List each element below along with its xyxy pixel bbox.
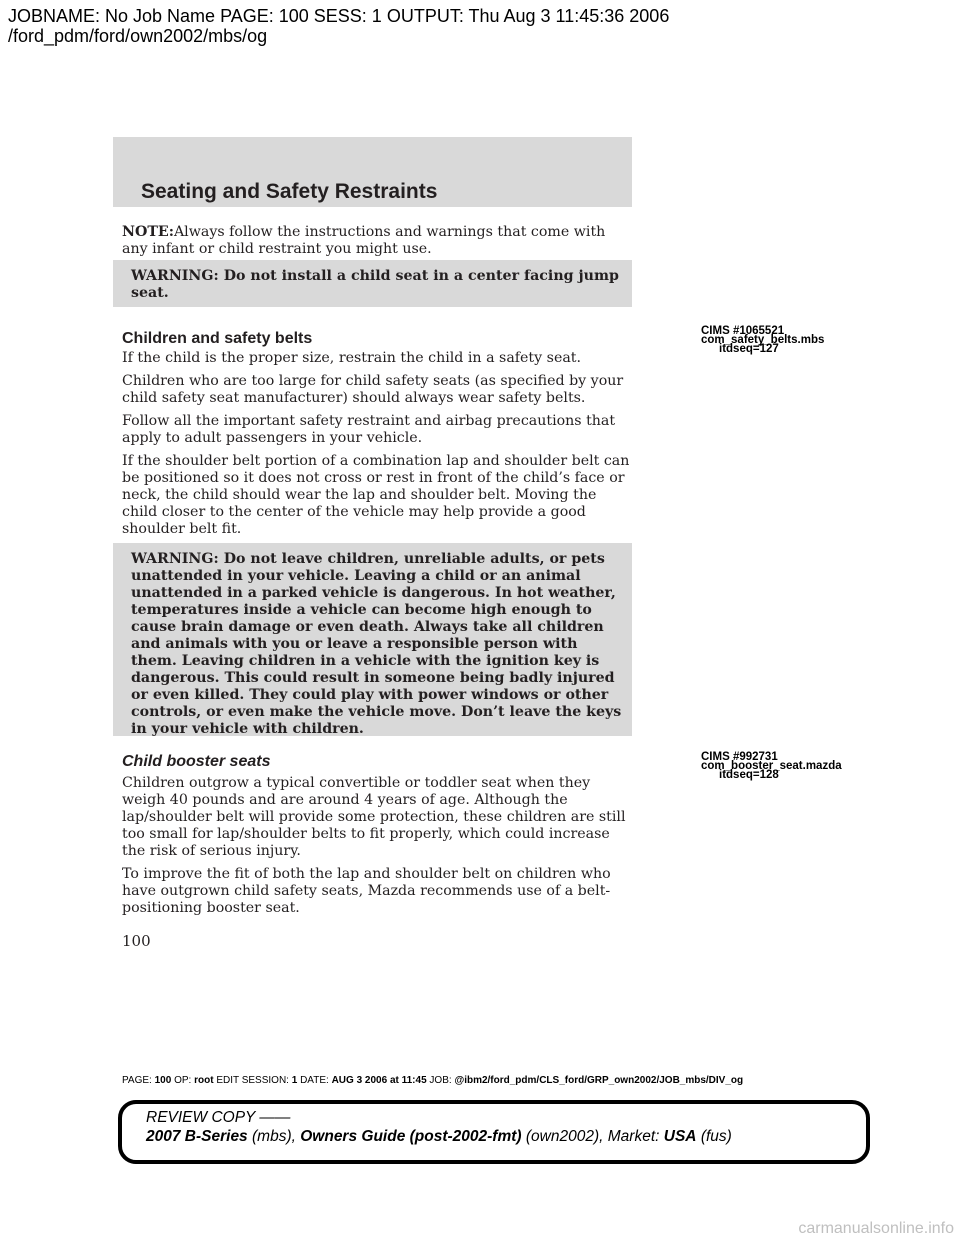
footer-session-label: EDIT SESSION: [216,1075,289,1086]
note-label: NOTE: [122,224,174,240]
review-copy-text [146,1108,732,1146]
footer-date-label: DATE: [300,1075,329,1086]
cims-tag-1 [701,327,824,354]
cims-1-line2: com_safety_belts.mbs [701,334,825,346]
children-belts-p4: If the shoulder belt portion of a combination lap and shoulder belt can be positioned so it does not cross or rest in front of the child’s face or neck, the child should wear the lap and shoulder belt. Moving the child closer to the center of the vehicle may help provide a good shoulder belt fit. [122,453,630,537]
job-header-line1: JOBNAME: No Job Name PAGE: 100 SESS: 1 OUTPUT: Thu Aug 3 11:45:36 2006 [8,6,670,26]
section-title: Seating and Safety Restraints [141,180,438,203]
footer-date-value: AUG 3 2006 at 11:45 [331,1075,427,1086]
note-text: Always follow the instructions and warnings that come with any infant or child restraint you might use. [122,224,606,257]
children-belts-p2: Children who are too large for child safety seats (as specified by your child safety seat manufacturer) should always wear safety belts. [122,373,624,406]
review-guide-code: (own2002) [525,1128,600,1145]
warning-jump-seat: WARNING: Do not install a child seat in a center facing jump seat. [113,260,632,307]
review-model-code: (mbs) [252,1128,292,1145]
note-paragraph [122,224,634,258]
review-line1: REVIEW COPY —— [146,1109,291,1126]
footer-op-value: root [194,1075,214,1086]
review-market-label: Market: [607,1128,660,1145]
booster-p2: To improve the fit of both the lap and shoulder belt on children who have outgrown child safety seats, Mazda recommends use of a belt-positioning booster seat. [122,866,611,916]
review-model: 2007 B-Series [146,1128,248,1145]
site-watermark: carmanualsonline.info [798,1220,954,1237]
children-belts-body [122,350,634,544]
children-belts-heading: Children and safety belts [122,330,313,347]
booster-body [122,775,634,923]
warning-unattended-children: WARNING: Do not leave children, unreliable adults, or pets unattended in your vehicle. Leaving a child or an animal unattended in a parked vehicle is dangerous. In hot weather, temperatures inside a vehicle can become high enough to cause brain damage or even death. Always take all children and animals with you or leave a responsible person with them. Leaving children in a vehicle with the ignition key is dangerous. This could result in someone being badly injured or even killed. They could play with power windows or other controls, or even make the vehicle move. Don’t leave the keys in your vehicle with children. [113,543,632,736]
cims-1-line3: itdseq=127 [719,343,779,355]
job-header [8,6,669,46]
review-market-code: (fus) [700,1128,732,1145]
review-line2: 2007 B-Series (mbs), Owners Guide (post-2002-fmt) (own2002), Market: USA (fus) [146,1128,732,1145]
review-market: USA [663,1128,697,1145]
cims-2-line2: com_booster_seat.mazda [701,760,842,772]
footer-page-label: PAGE: [122,1075,152,1086]
footer-meta [122,1075,743,1086]
cims-2-line1: CIMS #992731 [701,751,778,763]
cims-tag-2 [701,753,842,780]
footer-session-value: 1 [291,1075,298,1086]
job-header-line2: /ford_pdm/ford/own2002/mbs/og [8,26,268,46]
review-guide: Owners Guide (post-2002-fmt) [300,1128,522,1145]
footer-op-label: OP: [174,1075,192,1086]
footer-page-value: 100 [154,1075,172,1086]
footer-job-value: @ibm2/ford_pdm/CLS_ford/GRP_own2002/JOB_mbs/DIV_og [454,1075,744,1086]
cims-2-line3: itdseq=128 [719,769,779,781]
page-number: 100 [122,932,151,950]
booster-heading: Child booster seats [122,753,271,770]
children-belts-p1: If the child is the proper size, restrain the child in a safety seat. [122,350,582,366]
booster-p1: Children outgrow a typical convertible or toddler seat when they weigh 40 pounds and are around 4 years of age. Although the lap/shoulder belt will provide some protection, these children are still too small for lap/shoulder belts to fit properly, which could increase the risk of serious injury. [122,775,626,859]
cims-1-line1: CIMS #1065521 [701,325,785,337]
footer-job-label: JOB: [429,1075,452,1086]
children-belts-p3: Follow all the important safety restraint and airbag precautions that apply to adult passengers in your vehicle. [122,413,616,446]
